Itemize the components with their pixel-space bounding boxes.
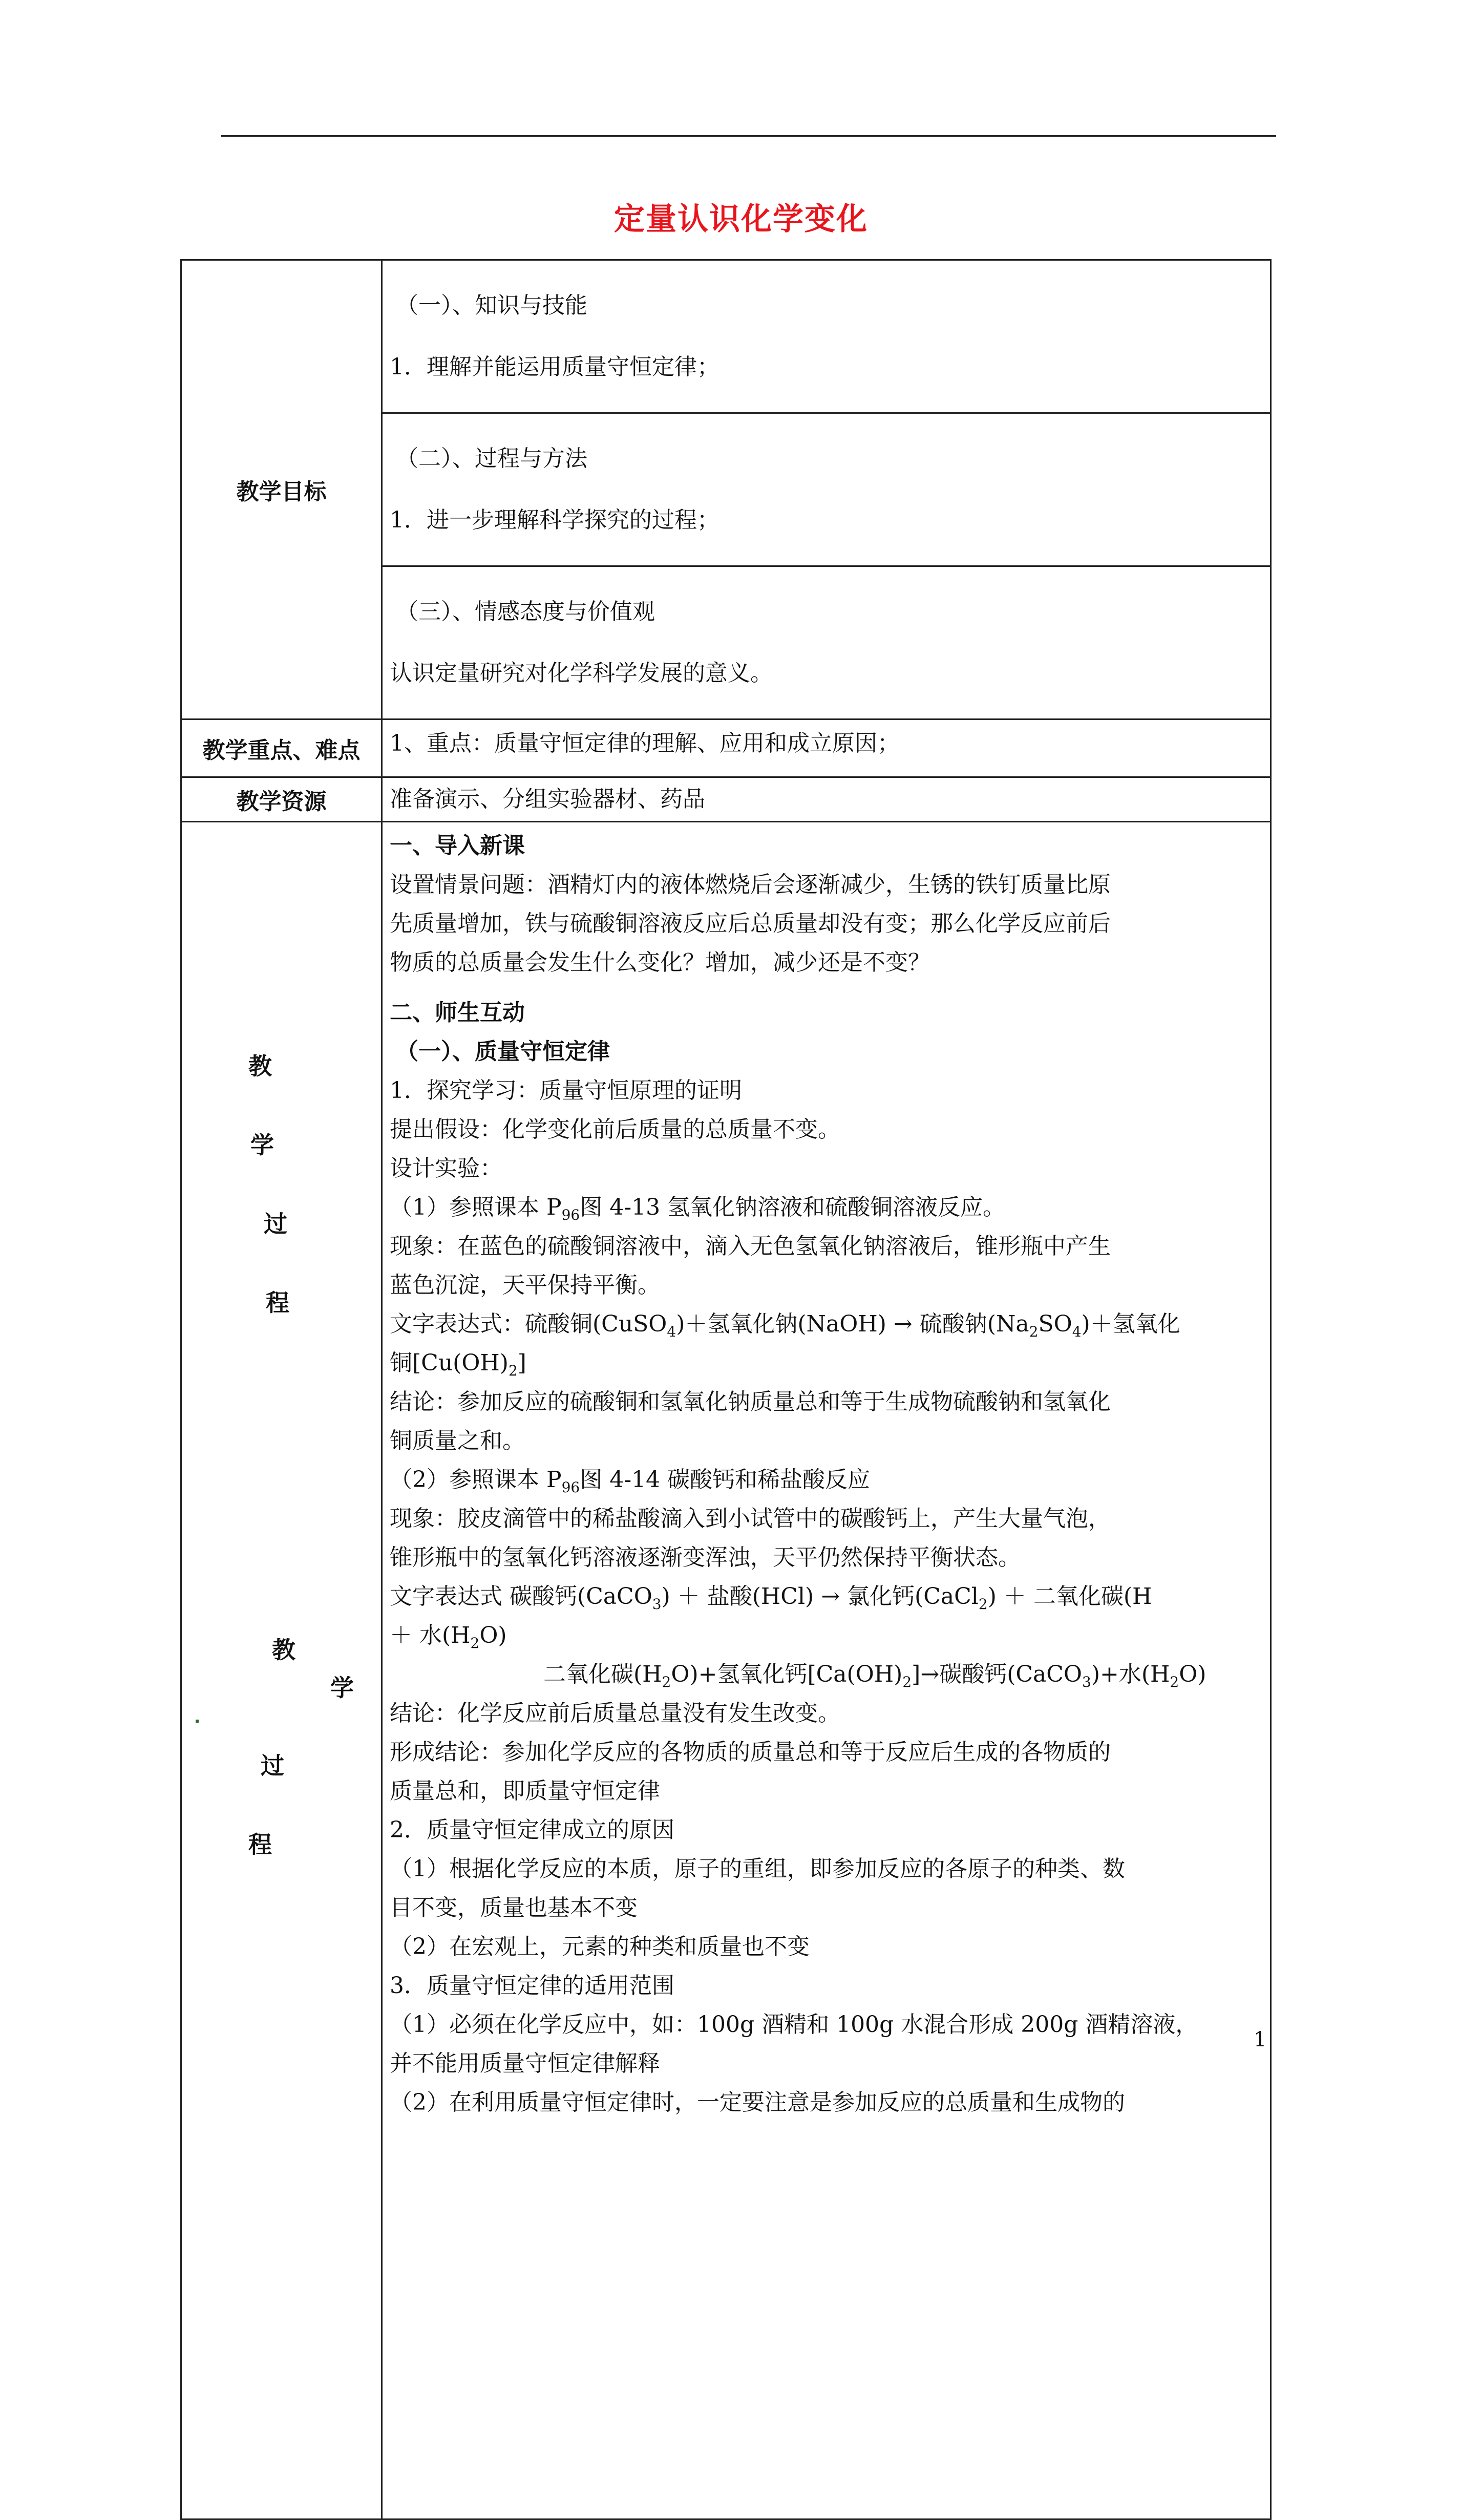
objectives-label: 教学目标 xyxy=(181,260,382,719)
intro-heading: 一、导入新课 xyxy=(390,833,525,859)
process-content xyxy=(382,822,1271,2519)
key-points-content xyxy=(382,719,1271,777)
equation-1-line-1: 文字表达式：硫酸铜(CuSO$_4$)＋氢氧化钠(NaOH) → 硫酸钠$(Na_2SO_4)+$氢氧化 xyxy=(390,1311,1180,1340)
page-number: 1 xyxy=(1254,2028,1267,2051)
process-row xyxy=(181,822,1271,2519)
body-line: 目不变，质量也基本不变 xyxy=(390,1895,638,1921)
body-line: （1）根据化学反应的本质，原子的重组，即参加反应的各原子的种类、数 xyxy=(390,1856,1125,1882)
objective-line: 1．理解并能运用质量守恒定律； xyxy=(390,354,719,380)
key-points-text: 1、重点：质量守恒定律的理解、应用和成立原因； xyxy=(390,730,900,756)
law-heading: （一）、质量守恒定律 xyxy=(396,1039,610,1065)
process-label-cell xyxy=(181,822,382,2519)
equation-1-line-2: 铜$[Cu(OH)_2]$ xyxy=(390,1350,526,1379)
process-label-char: 过 xyxy=(261,1752,284,1780)
body-line: （1）必须在化学反应中，如：100g 酒精和 100g 水混合形成 200g 酒精溶液， xyxy=(390,2011,1198,2038)
objective-block-knowledge xyxy=(383,261,1270,414)
process-label-char: 程 xyxy=(248,1831,272,1858)
body-line: 2．质量守恒定律成立的原因 xyxy=(390,1817,674,1843)
objectives-row xyxy=(181,260,1271,719)
body-line: （2）在宏观上，元素的种类和质量也不变 xyxy=(390,1934,810,1960)
body-line: 设计实验： xyxy=(390,1155,502,1181)
objective-heading: （三）、情感态度与价值观 xyxy=(396,599,655,625)
objective-heading: （二）、过程与方法 xyxy=(396,446,587,472)
equation-2-line-2: ＋ 水$(H_2O)$ xyxy=(390,1622,507,1651)
document-title: 定量认识化学变化 xyxy=(614,201,868,237)
process-label-char: 过 xyxy=(264,1210,287,1238)
intro-line: 设置情景问题：酒精灯内的液体燃烧后会逐渐减少，生锈的铁钉质量比原 xyxy=(390,872,1111,898)
process-label-char: 程 xyxy=(266,1289,289,1317)
experiment-2-title: （2）参照课本 $P_{96}$图 4-14 碳酸钙和稀盐酸反应 xyxy=(390,1467,871,1496)
lesson-plan-table xyxy=(180,259,1272,2520)
intro-line: 物质的总质量会发生什么变化？增加，减少还是不变？ xyxy=(390,949,930,976)
body-line: 现象：在蓝色的硫酸铜溶液中，滴入无色氢氧化钠溶液后，锥形瓶中产生 xyxy=(390,1233,1111,1259)
resources-row xyxy=(181,777,1271,822)
objectives-content xyxy=(382,260,1271,719)
intro-line: 先质量增加，铁与硫酸铜溶液反应后总质量却没有变；那么化学反应前后 xyxy=(390,910,1111,937)
interaction-heading: 二、师生互动 xyxy=(390,1000,525,1026)
body-line: 质量总和，即质量守恒定律 xyxy=(390,1778,660,1804)
key-points-row xyxy=(181,719,1271,777)
equation-2-line-1: 文字表达式 碳酸钙(CaCO$_3$) ＋ 盐酸(HCl) → 氯化钙(CaCl$_2$) ＋ 二氧化碳(H xyxy=(390,1583,1152,1613)
body-line: 锥形瓶中的氢氧化钙溶液逐渐变浑浊，天平仍然保持平衡状态。 xyxy=(390,1544,1021,1571)
equation-3: 二氧化碳$(H_2O)+$氢氧化钙$[Ca(OH)_2]\to$碳酸钙(CaCO$_3$)+水$(H_2O)$ xyxy=(543,1661,1206,1690)
process-label-char: 学 xyxy=(250,1131,274,1159)
header-rule xyxy=(221,135,1276,137)
body-line: 提出假设：化学变化前后质量的总质量不变。 xyxy=(390,1116,840,1142)
body-line: 形成结论：参加化学反应的各物质的质量总和等于反应后生成的各物质的 xyxy=(390,1739,1111,1765)
key-points-label: 教学重点、难点 xyxy=(181,719,382,777)
process-vertical-label xyxy=(182,822,381,2518)
objective-line: 认识定量研究对化学科学发展的意义。 xyxy=(390,660,773,686)
objective-block-process xyxy=(383,414,1270,567)
process-label-char: 教 xyxy=(272,1636,295,1664)
body-line: 结论：化学反应前后质量总量没有发生改变。 xyxy=(390,1700,840,1726)
experiment-1-title: （1）参照课本 $P_{96}$图 4-13 氢氧化钠溶液和硫酸铜溶液反应。 xyxy=(390,1194,1006,1223)
body-line: 并不能用质量守恒定律解释 xyxy=(390,2050,660,2077)
body-line: 现象：胶皮滴管中的稀盐酸滴入到小试管中的碳酸钙上，产生大量气泡， xyxy=(390,1506,1111,1532)
body-line: 蓝色沉淀，天平保持平衡。 xyxy=(390,1272,660,1298)
process-label-char: 教 xyxy=(248,1052,272,1080)
resources-label: 教学资源 xyxy=(181,777,382,822)
resources-content xyxy=(382,777,1271,822)
body-line: 1．探究学习：质量守恒原理的证明 xyxy=(390,1077,742,1104)
stray-mark xyxy=(196,1720,199,1723)
objective-line: 1．进一步理解科学探究的过程； xyxy=(390,507,719,533)
body-line: 结论：参加反应的硫酸铜和氢氧化钠质量总和等于生成物硫酸钠和氢氧化 xyxy=(390,1389,1111,1415)
body-line: 铜质量之和。 xyxy=(390,1428,525,1454)
body-line: 3．质量守恒定律的适用范围 xyxy=(390,1973,674,1999)
process-label-char: 学 xyxy=(330,1674,354,1702)
objective-block-attitude xyxy=(383,567,1270,718)
resources-text: 准备演示、分组实验器材、药品 xyxy=(390,786,705,812)
body-line: （2）在利用质量守恒定律时，一定要注意是参加反应的总质量和生成物的 xyxy=(390,2089,1125,2115)
objective-heading: （一）、知识与技能 xyxy=(396,292,587,319)
